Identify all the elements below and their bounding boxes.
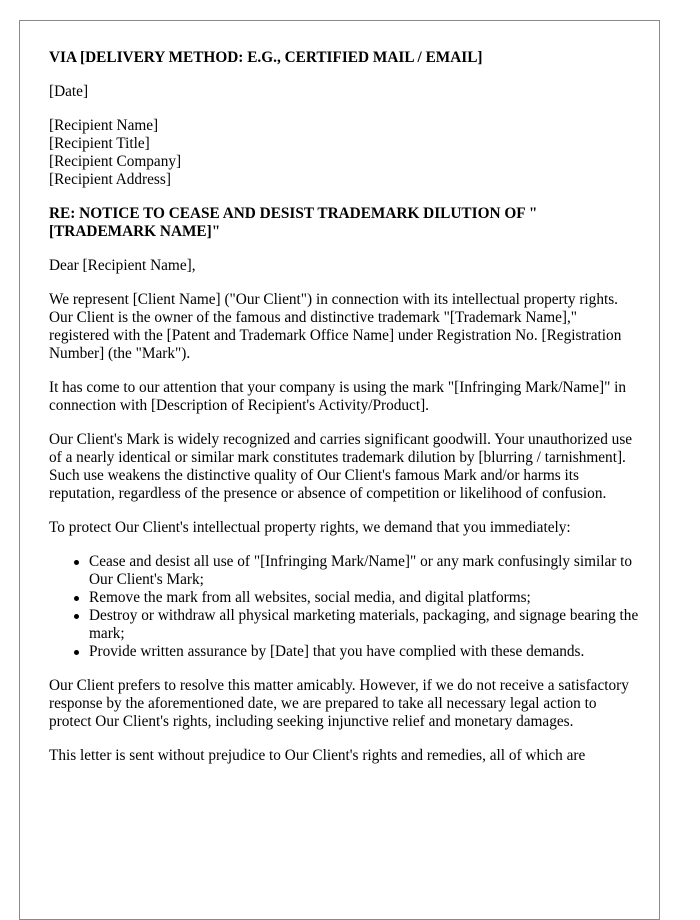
demand-text: Provide written assurance by [Date] that you have complied with these demands. [89,643,585,660]
list-item [89,643,641,661]
letter-page [19,20,660,920]
paragraph-dilution: Our Client's Mark is widely recognized and carries significant goodwill. Your unauthorized use of a nearly identical or similar mark constitutes trademark dilution by [blurring / tarnishment]. Such use weakens the distinctive quality of Our Client's famous Mark and/or harms its reputation, regardless of the presence or absence of competition or likelihood of confusion. [49,431,633,502]
paragraph-representation: We represent [Client Name] ("Our Client") in connection with its intellectual property rights. Our Client is the owner of the famous and distinctive trademark "[Trademark Name]," registered with the [Patent and Trademark Office Name] under Registration No. [Registration Number] (the "Mark"). [49,291,622,362]
demand-text: Destroy or withdraw all physical marketing materials, packaging, and signage bearing the mark; [89,607,639,642]
recipient-name: [Recipient Name] [49,117,159,134]
letter-body [49,49,641,781]
bullet-icon [74,596,79,601]
bullet-icon [74,650,79,655]
paragraph-infringement-notice: It has come to our attention that your company is using the mark "[Infringing Mark/Name]" in connection with [Description of Recipient's Activity/Product]. [49,379,627,414]
recipient-block [49,117,641,189]
bullet-icon [74,560,79,565]
demand-text: Remove the mark from all websites, social media, and digital platforms; [89,589,531,606]
list-item [89,607,641,643]
recipient-title: [Recipient Title] [49,135,150,152]
recipient-address: [Recipient Address] [49,171,171,188]
paragraph-without-prejudice: This letter is sent without prejudice to Our Client's rights and remedies, all of which are [49,747,586,764]
bullet-icon [74,614,79,619]
letter-date: [Date] [49,83,89,100]
paragraph-demand-intro: To protect Our Client's intellectual property rights, we demand that you immediately: [49,519,571,536]
list-item [89,553,641,589]
subject-line: RE: NOTICE TO CEASE AND DESIST TRADEMARK DILUTION OF "[TRADEMARK NAME]" [49,205,538,240]
delivery-method-line: VIA [DELIVERY METHOD: E.G., CERTIFIED MAIL / EMAIL] [49,49,483,66]
demand-text: Cease and desist all use of "[Infringing Mark/Name]" or any mark confusingly similar to Our Client's Mark; [89,553,633,588]
salutation: Dear [Recipient Name], [49,257,196,274]
demands-list [49,553,641,661]
list-item [89,589,641,607]
paragraph-amicable-resolution: Our Client prefers to resolve this matter amicably. However, if we do not receive a satisfactory response by the aforementioned date, we are prepared to take all necessary legal action to protect Our Client's rights, including seeking injunctive relief and monetary damages. [49,677,629,730]
recipient-company: [Recipient Company] [49,153,182,170]
